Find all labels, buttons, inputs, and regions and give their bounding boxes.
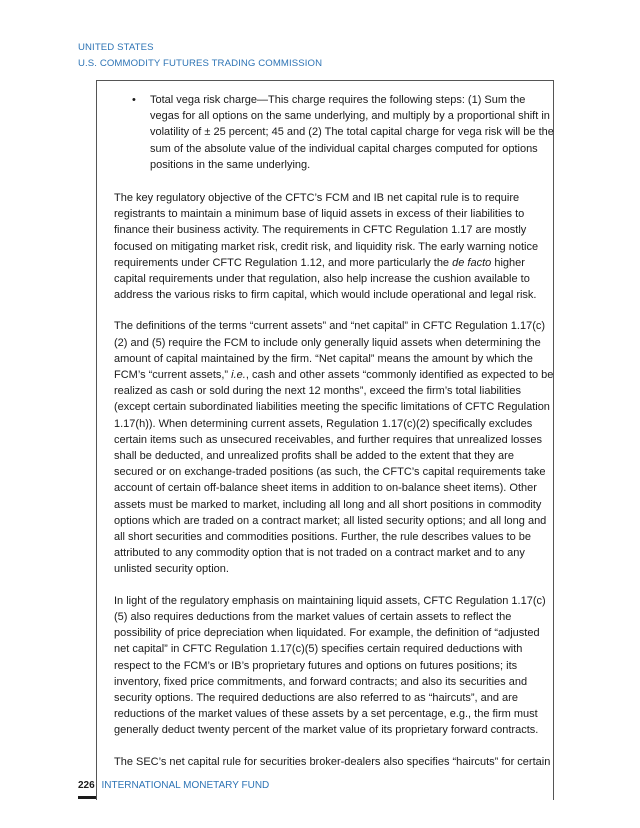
header-country: UNITED STATES [78,42,154,53]
running-header [78,40,322,72]
para1-text-b: higher capital requirements under that regulation, also help increase the cushion available to address the various risks to firm capital, which would include operational and legal risk. [114,256,537,302]
paragraph-definitions [114,318,554,577]
paragraph-deductions: In light of the regulatory emphasis on maintaining liquid assets, CFTC Regulation 1.17(c)(5) also requires deductions from the market values of certain assets to reflect the possibility of price depreciation when liquidated. For example, the definition of “adjusted net capital” in CFTC Regulation 1.17(c)(5) specifies certain required deductions with respect to the FCM’s or IB’s proprietary futures and options on futures positions; its inventory, fixed price commitments, and forward contracts; and also its securities and security options. The required deductions are also referred to as “haircuts”, and are reductions of the market values of these assets by a set percentage, e.g., the firm must generally deduct twenty percent of the market value of its proprietary forward contracts. [114,594,546,737]
footer-organization: INTERNATIONAL MONETARY FUND [101,780,270,791]
para2-text-b: , cash and other assets “commonly identified as expected to be realized as cash or sold during the next 12 months”, exceed the firm’s total liabilities (except certain subordinated liabilities meeting the specific limitations of CFTC Regulation 1.17(h)). When determining current assets, Regulation 1.17(c)(2) specifically excludes certain items such as unsecured receivables, and further requires that unrealized losses shall be deducted, and unrealized profits shall be added to the extent that they are secured or on exchange-traded positions (as such, the CFTC’s capital requirements take account of certain off-balance sheet items in addition to on-balance sheet items). Other assets must be marked to market, including all long and all short positions in commodity options which are traded on a contract market; all listed security options; and all long and all short securities and commodities positions. Further, the rule describes values to be attributed to any commodity option that is not traded on a contract market and to any unlisted security option. [114,369,554,576]
header-agency: U.S. COMMODITY FUTURES TRADING COMMISSION [78,58,323,69]
bullet-text: Total vega risk charge—This charge requires the following steps: (1) Sum the vegas for all options on the same underlying, and multiply by a proportional shift in volatility of ± 25 percent; 45 and (2) The total capital charge for vega risk will be the sum of the absolute value of the individual capital charges computed for options positions in the same underlying. [150,94,554,171]
para2-text-a: The definitions of the terms “current assets” and “net capital” in CFTC Regulation 1.17(c)(2) and (5) require the FCM to include only generally liquid assets when determining the amount of capital maintained by the firm. “Net capital” means the amount by which the FCM’s “current assets,” [114,320,546,382]
paragraph-regulatory-objective [114,190,554,303]
para1-text-a: The key regulatory objective of the CFTC’s FCM and IB net capital rule is to require registrants to maintain a minimum base of liquid assets in excess of their liabilities to finance their business activity. The requirements in CFTC Regulation 1.17 are mostly focused on mitigating market risk, credit risk, and liquidity risk. The early warning notice requirements under CFTC Regulation 1.12, and more particularly the [114,192,539,269]
page-number: 226 [78,780,95,791]
body-text [114,92,554,770]
bullet-icon: • [132,94,136,106]
para2-italic: i.e. [231,369,246,382]
para1-italic: de facto [452,256,492,269]
page-number-underline [78,796,96,799]
paragraph-sec-rule: The SEC’s net capital rule for securities broker-dealers also specifies “haircuts” for certain [114,755,551,768]
bullet-item-vega-risk [114,92,554,173]
page-footer [78,780,269,791]
